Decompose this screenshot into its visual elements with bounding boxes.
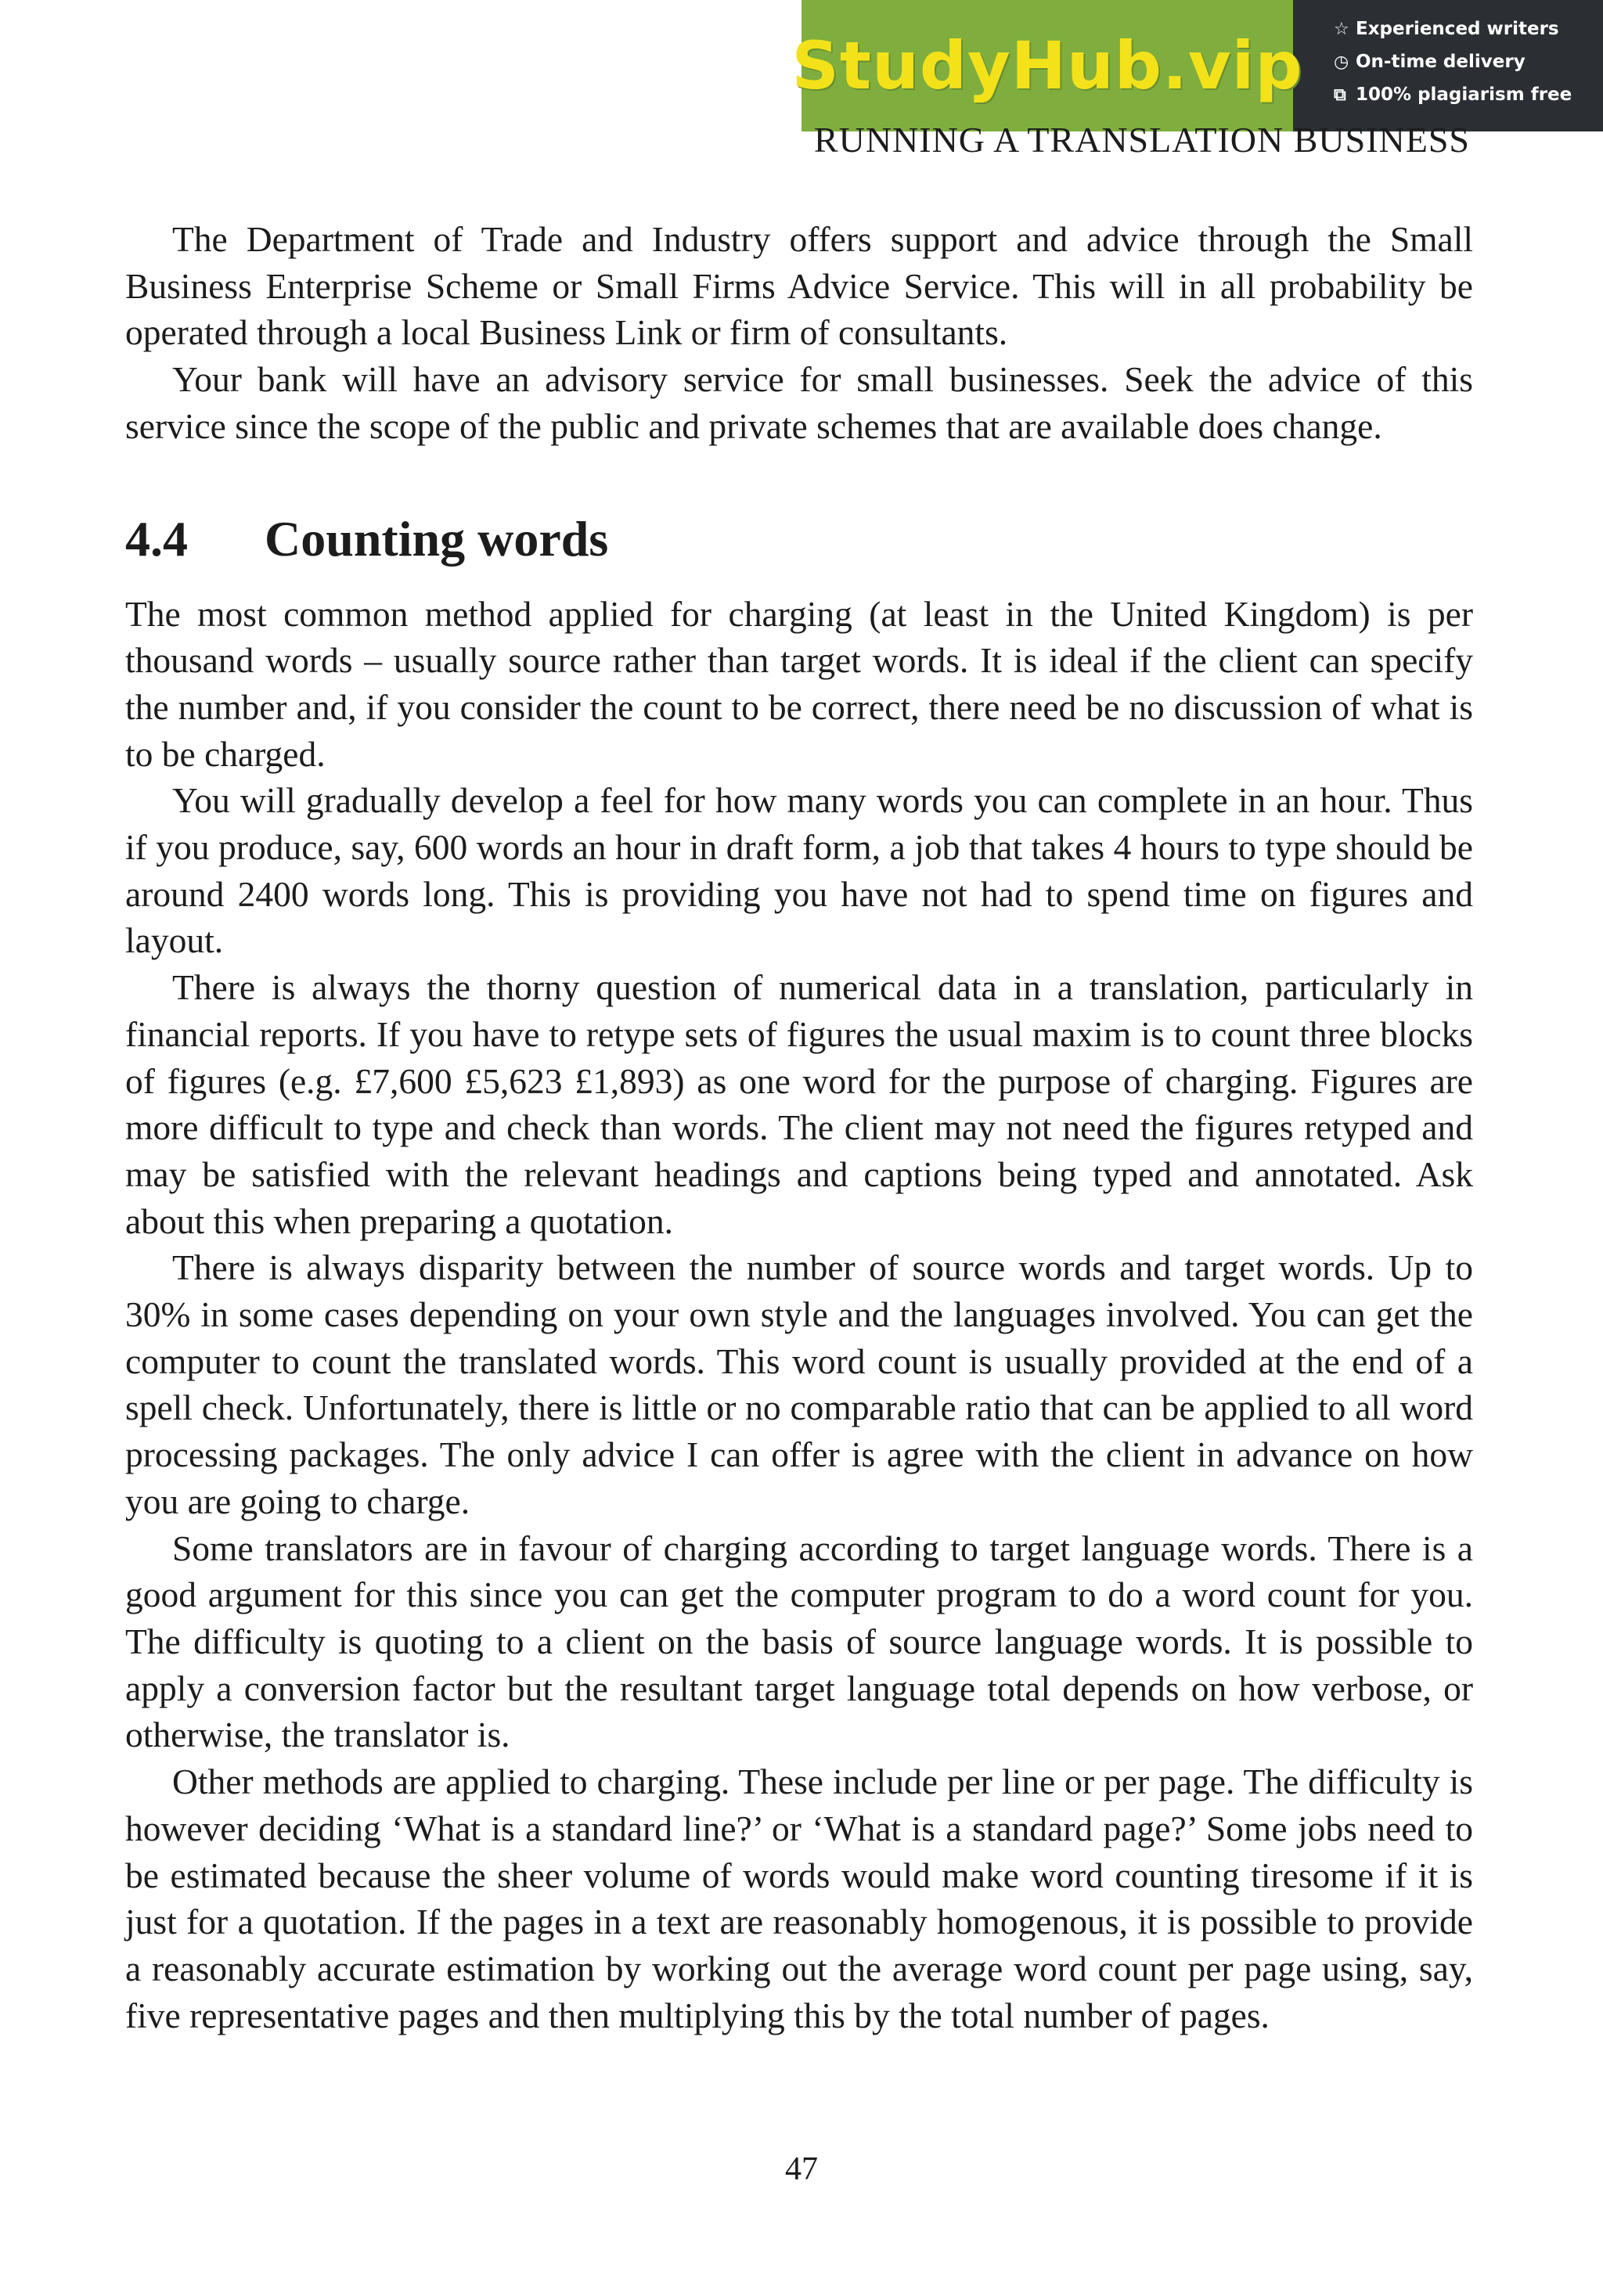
copy-icon: ⧉	[1334, 85, 1346, 105]
clock-icon: ◷	[1334, 52, 1349, 72]
studyhub-logo[interactable]	[791, 0, 1303, 131]
intro-paragraph: Your bank will have an advisory service for small businesses. Seek the advice of this service since the scope of the public and private schemes that are available does change.	[125, 359, 1473, 446]
body-paragraph: Some translators are in favour of charging according to target language words. There is a good argument for this since you can get the computer program to do a word count for you. The difficulty is quoting to a client on the basis of source language words. It is possible to apply a conversion factor but the resultant target language total depends on how verbose, or otherwise, the translator is.	[125, 1528, 1473, 1755]
feature-label: On-time delivery	[1356, 52, 1526, 72]
body-paragraph: You will gradually develop a feel for how many words you can complete in an hour. Thus if you produce, say, 600 words an hour in draft form, a job that takes 4 hours to type should be around 2400 words long. This is providing you have not had to spend time on figures and layout.	[125, 780, 1473, 961]
logo-text: StudyHub.vip	[791, 27, 1303, 104]
body-paragraph: Other methods are applied to charging. These include per line or per page. The difficulty is however deciding ‘What is a standard line?’ or ‘What is a standard page?’ Some jobs need to be estimated because the sheer volume of words would make word counting tiresome if it is just for a quotation. If the pages in a text are reasonably homogenous, it is possible to provide a reasonably accurate estimation by working out the average word count per page using, say, five representative pages and then multiplying this by the total number of pages.	[125, 1762, 1473, 2035]
feature-on-time-delivery	[1334, 49, 1603, 75]
studyhub-banner[interactable]	[791, 0, 1603, 131]
section-number: 4.4	[125, 510, 188, 567]
page-number: 47	[785, 2151, 818, 2187]
running-head: RUNNING A TRANSLATION BUSINESS	[813, 120, 1470, 160]
feature-experienced-writers	[1334, 16, 1603, 42]
feature-label: 100% plagiarism free	[1356, 85, 1572, 105]
section-title: Counting words	[265, 510, 609, 567]
page-body	[125, 216, 1473, 2039]
body-paragraph: There is always the thorny question of numerical data in a translation, particularly in financial reports. If you have to retype sets of figures the usual maxim is to count three blocks of figures (e.g. £7,600 £5,623 £1,893) as one word for the purpose of charging. Figures are more difficult to type and check than words. The client may not need the figures retyped and may be satisfied with the relevant headings and captions being typed and annotated. Ask about this when preparing a quotation.	[125, 967, 1473, 1241]
body-paragraph: The most common method applied for charging (at least in the United Kingdom) is per thousand words – usually source rather than target words. It is ideal if the client can specify the number and, if you consider the count to be correct, there need be no discussion of what is to be charged.	[125, 593, 1473, 774]
banner-features	[1293, 0, 1603, 131]
body-paragraph: There is always disparity between the number of source words and target words. Up to 30% in some cases depending on your own style and the languages involved. You can get the computer to count the translated words. This word count is usually provided at the end of a spell check. Unfortunately, there is little or no comparable ratio that can be applied to all word processing packages. The only advice I can offer is agree with the client in advance on how you are going to charge.	[125, 1247, 1473, 1521]
section-heading	[125, 511, 1473, 567]
star-icon: ☆	[1334, 19, 1349, 39]
intro-paragraph: The Department of Trade and Industry offers support and advice through the Small Business Enterprise Scheme or Small Firms Advice Service. This will in all probability be operated through a local Business Link or firm of consultants.	[125, 219, 1473, 353]
feature-label: Experienced writers	[1356, 19, 1559, 39]
feature-plagiarism-free	[1334, 81, 1603, 108]
